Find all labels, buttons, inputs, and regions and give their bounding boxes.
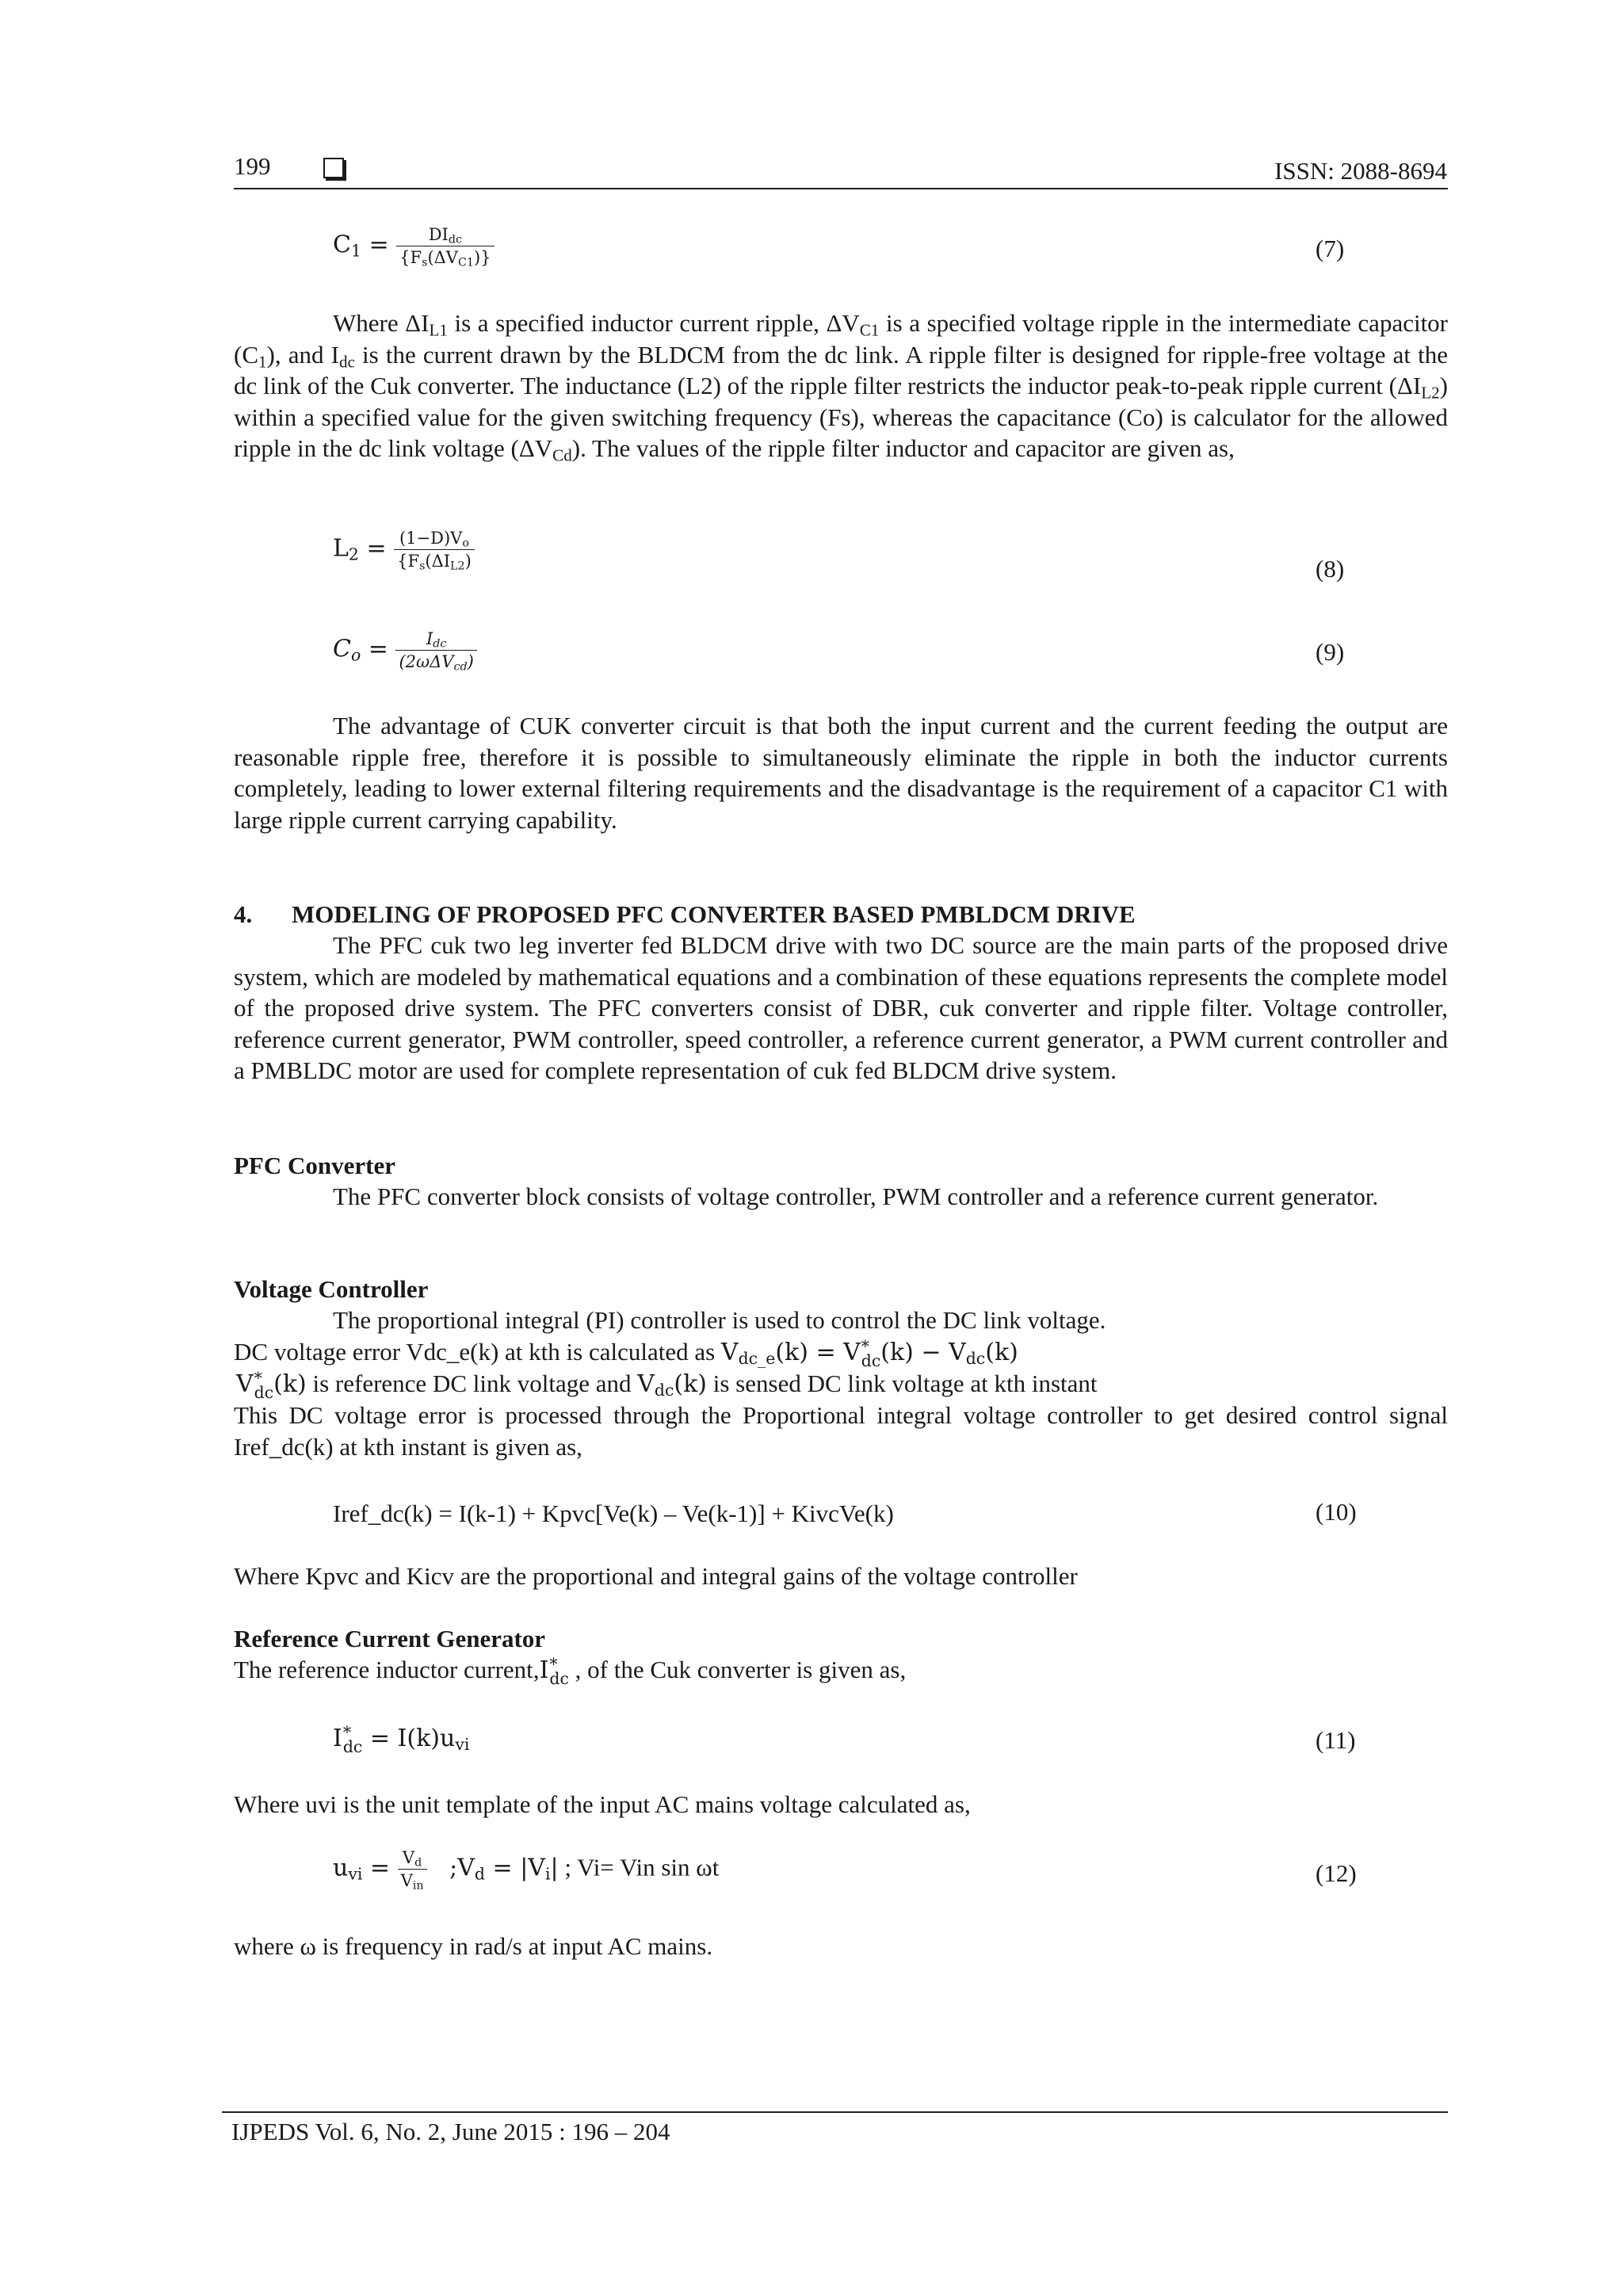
equation-number-11: (11) — [1316, 1726, 1356, 1754]
equation-9: $C_o$ = $\frac{I_{dc}}{(2\omega\Delta V_{cd})}$ — [333, 628, 477, 673]
reference-current-line: The reference inductor current,I * dc , of the Cuk converter is given as, — [234, 1655, 907, 1688]
paragraph-ripple-filter: Where $\Delta I_{L1}$ is a specified inductor current ripple, $\Delta V_{C1}$ is a specified voltage ripple in the intermediate capacitor $(C_1)$, and $I_{dc}$ is the current drawn by the BLDCM from the dc link. A ripple filter is designed for ripple-free voltage at the dc link of the Cuk converter. The inductance (L2) of the ripple filter restricts the inductor peak-to-peak ripple current $(\Delta I_{L2})$ within a specified value for the given switching frequency (Fs), whereas the capacitance (Co) is calculator for the allowed ripple in the dc link voltage $(\Delta V_{Cd})$. The values of the ripple filter inductor and capacitor are given as, — [234, 309, 1449, 465]
footer-rule — [222, 2111, 1448, 2113]
equation-number-9: (9) — [1316, 638, 1345, 666]
header-rule — [234, 188, 1448, 189]
voltage-controller-heading: Voltage Controller — [234, 1275, 429, 1303]
voltage-controller-line-4: This DC voltage error is processed through the Proportional integral voltage controller to get desired control signal Iref_dc(k) at kth instant is given as, — [234, 1401, 1448, 1461]
section-title: MODELING OF PROPOSED PFC CONVERTER BASED PMBLDCM DRIVE — [292, 900, 1136, 928]
voltage-controller-line-1: The proportional integral (PI) controller is used to control the DC link voltage. — [333, 1306, 1106, 1334]
unit-template-sentence: Where uvi is the unit template of the input AC mains voltage calculated as, — [234, 1790, 971, 1818]
reference-voltage-line: V * dc (k) is reference DC link voltage and $V_{dc}(k)$ is sensed DC link voltage at kth instant — [236, 1369, 1098, 1402]
omega-sentence: where ω is frequency in rad/s at input AC mains. — [234, 1932, 713, 1960]
paragraph-cuk-advantage: The advantage of CUK converter circuit is that both the input current and the current feeding the output are reasonable ripple free, therefore it is possible to simultaneously eliminate the ripple in both the inductor currents completely, leading to lower external filtering requirements and the disadvantage is the requirement of a capacitor C1 with large ripple current carrying capability. — [234, 712, 1448, 834]
pfc-converter-heading: PFC Converter — [234, 1152, 395, 1179]
reference-current-heading: Reference Current Generator — [234, 1625, 546, 1652]
equation-number-10: (10) — [1316, 1498, 1357, 1526]
footer-citation: IJPEDS Vol. 6, No. 2, June 2015 : 196 – 204 — [231, 2118, 670, 2145]
issn: ISSN: 2088-8694 — [1274, 157, 1447, 185]
equation-11: I * dc = $I(k)u_{vi}$ — [333, 1723, 470, 1756]
pfc-converter-body: The PFC converter block consists of voltage controller, PWM controller and a reference current generator. — [333, 1182, 1379, 1210]
checkbox-square-icon — [323, 158, 344, 182]
equation-8: $L_2$ = $\frac{(1-D)V_o}{\{F_s(\Delta I_{L2})}$ — [333, 527, 475, 572]
equation-10: Iref_dc(k) = I(k-1) + Kpvc[Ve(k) – Ve(k-1)] + KivcVe(k) — [333, 1499, 894, 1527]
equation-number-8: (8) — [1316, 555, 1345, 583]
equation-12: $u_{vi}$ = $\frac{V_d}{V_{in}}$ $;V_d = |V_i|$ ; Vi= Vin sin ωt — [333, 1848, 720, 1893]
equation-7: $C_1$ = $\frac{DI_{dc}}{\{F_s(\Delta V_{C1})\}}$ — [333, 223, 495, 269]
section-number: 4. — [234, 900, 253, 928]
voltage-error-line: DC voltage error Vdc_e(k) at kth is calculated as $V_{dc\_e}(k) = V$ * dc $(k) - V_{dc}(k)$ — [234, 1337, 1018, 1370]
equation-number-7: (7) — [1316, 235, 1345, 262]
section-4-body: The PFC cuk two leg inverter fed BLDCM drive with two DC source are the main parts of the proposed drive system, which are modeled by mathematical equations and a combination of these equations represents the complete model of the proposed drive system. The PFC converters consist of DBR, cuk converter and ripple filter. Voltage controller, reference current generator, PWM controller, speed controller, a reference current generator, a PWM current controller and a PMBLDC motor are used for complete representation of cuk fed BLDCM drive system. — [234, 931, 1448, 1084]
page-number: 199 — [234, 152, 271, 180]
gains-sentence: Where Kpvc and Kicv are the proportional and integral gains of the voltage controller — [234, 1562, 1078, 1590]
equation-number-12: (12) — [1316, 1859, 1357, 1887]
